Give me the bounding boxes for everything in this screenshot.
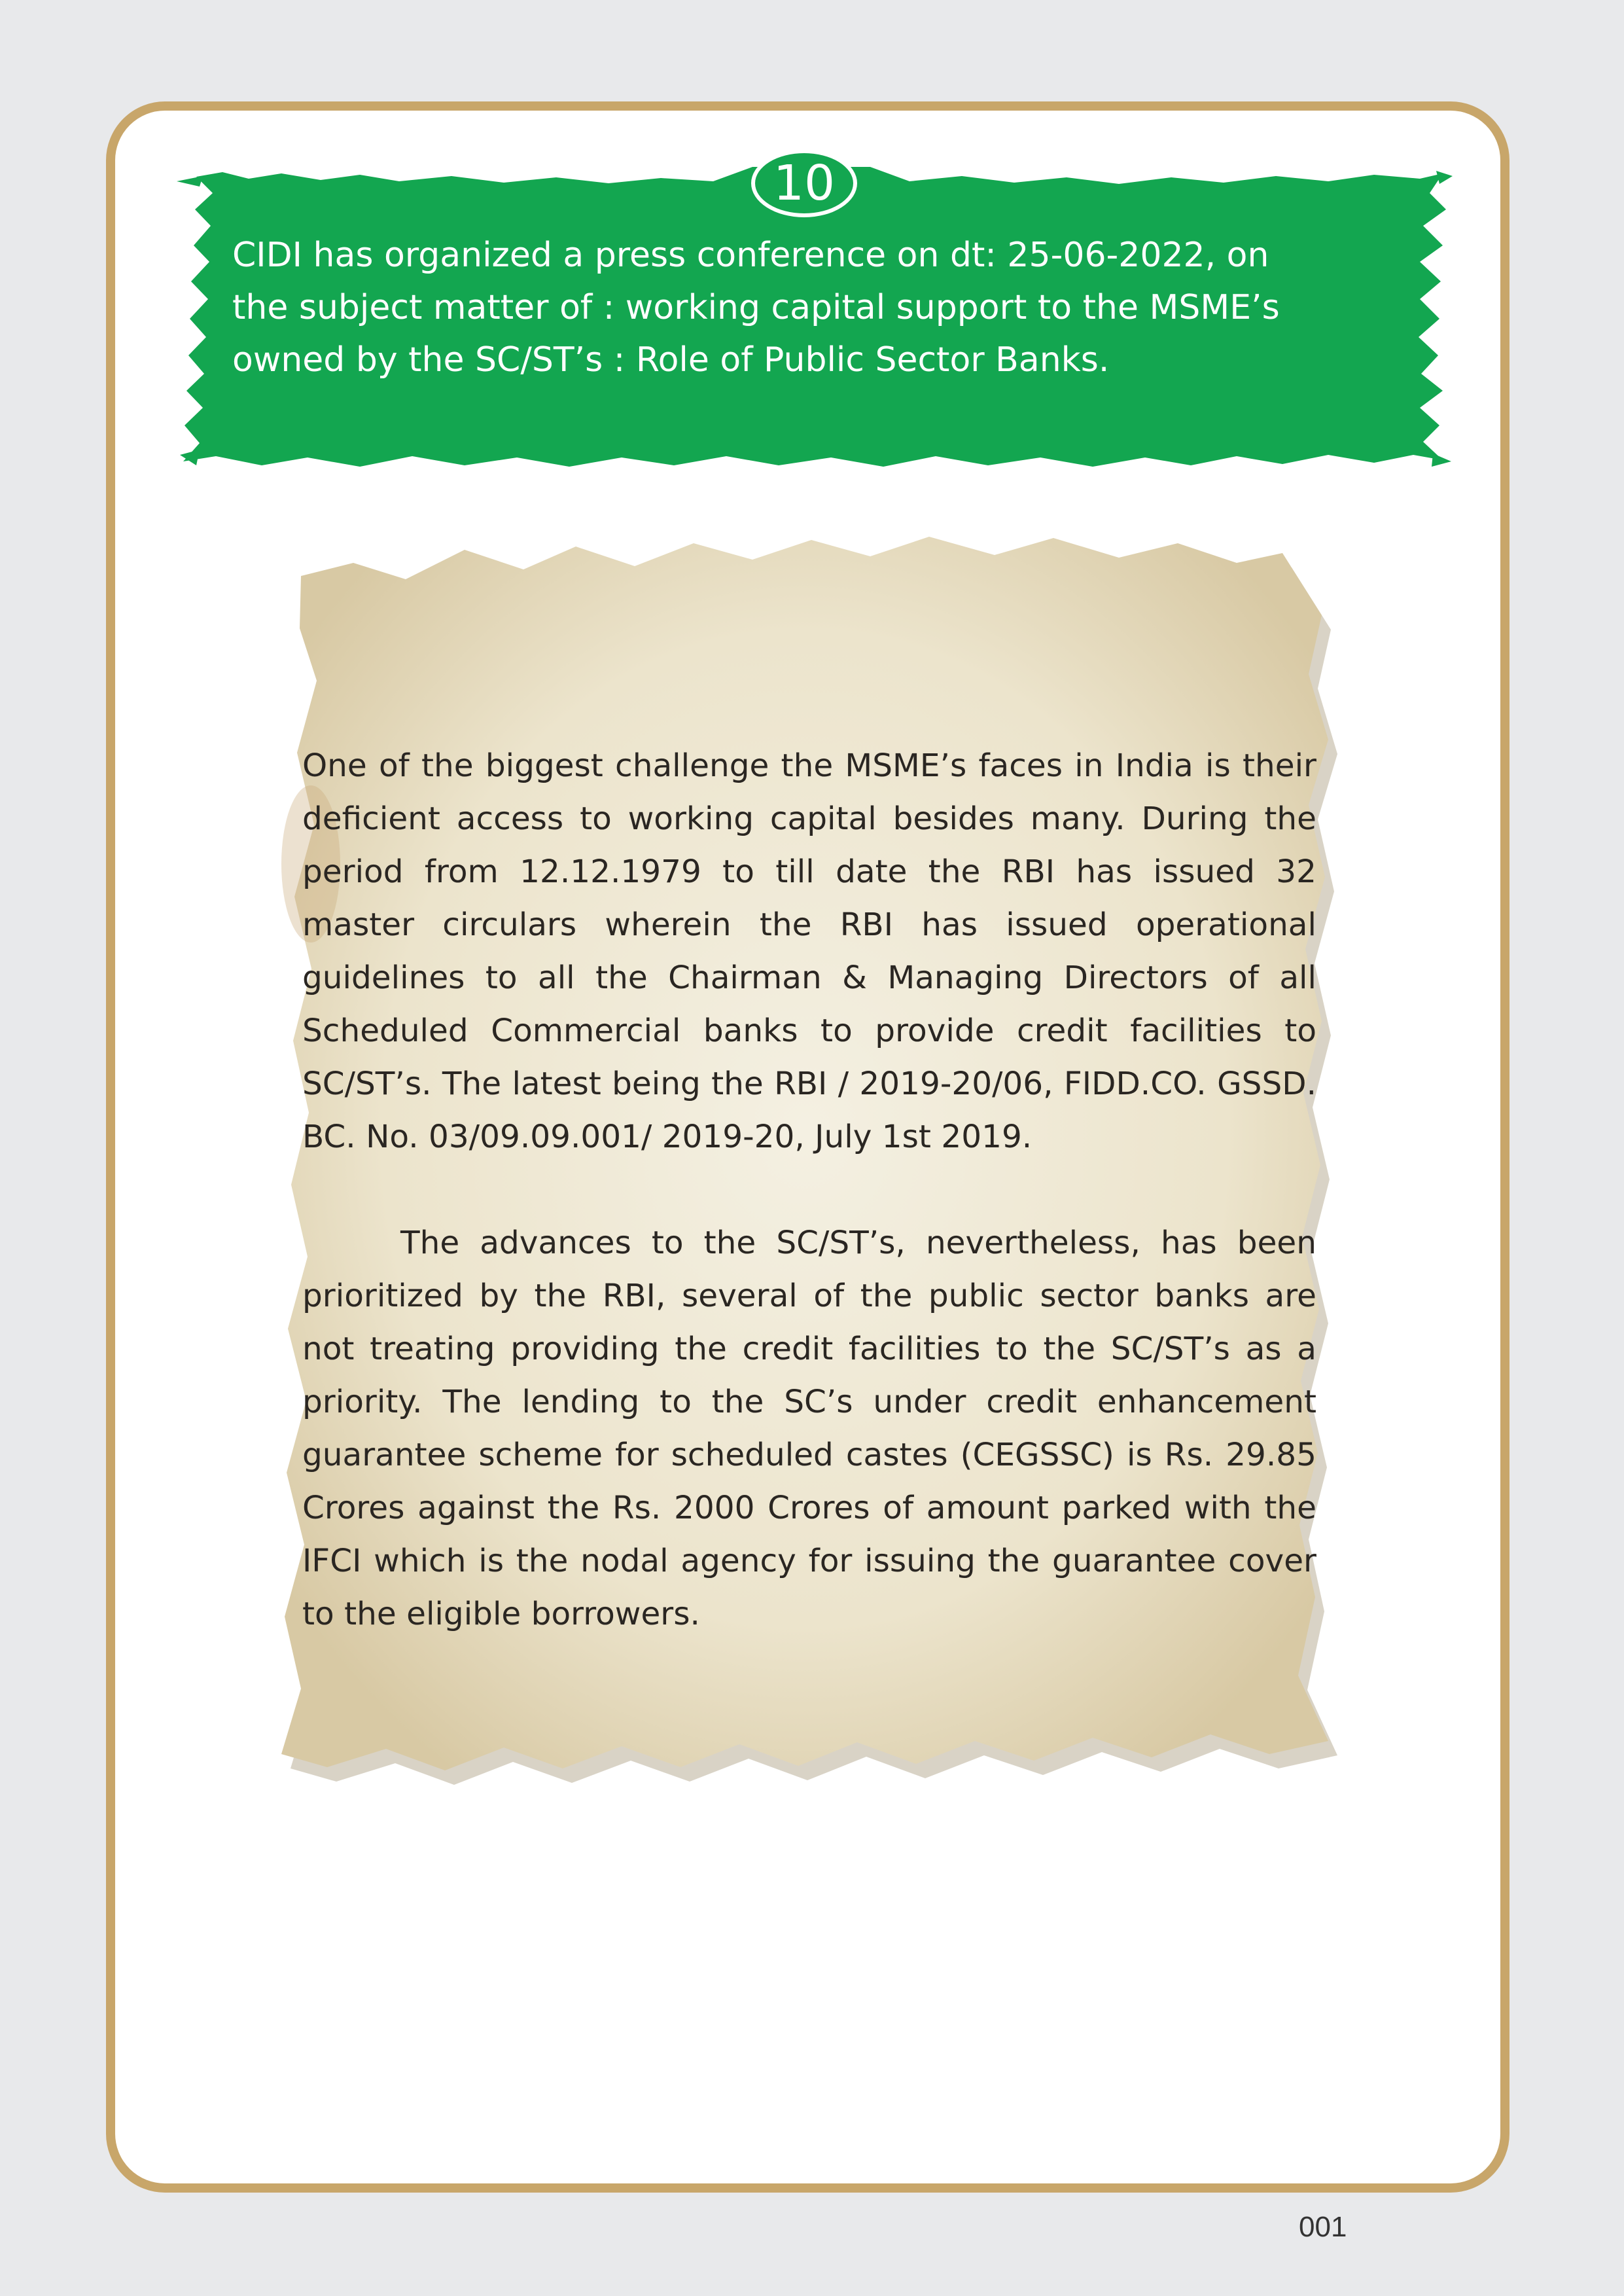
banner-line-3: owned by the SC/ST’s : Role of Public Sector Banks. [232, 340, 1110, 380]
banner-line-2: the subject matter of : working capital support to the MSME’s [232, 288, 1280, 327]
paragraph-2: The advances to the SC/ST’s, nevertheless, has been prioritized by the RBI, several of the public sector banks are not treating providing the credit facilities to the SC/ST’s as a priority. The lending to the SC’s under credit enhancement guarantee scheme for scheduled castes (CEGSSC) is Rs. 29.85 Crores against the Rs. 2000 Crores of amount parked with the IFCI which is the nodal agency for issuing the guarantee cover to the eligible borrowers. [302, 1225, 1316, 1632]
page-number: 001 [1299, 2211, 1347, 2243]
paragraph-1: One of the biggest challenge the MSME’s faces in India is their deficient access to working capital besides many. During the period from 12.12.1979 to till date the RBI has issued 32 master circulars wherein the RBI has issued operational guidelines to all the Chairman & Managing Directors of all Scheduled Commercial banks to provide credit facilities to SC/ST’s. The latest being the RBI / 2019-20/06, FIDD.CO. GSSD. BC. No. 03/09.09.001/ 2019-20, July 1st 2019. [302, 747, 1316, 1155]
paragraph-gap [302, 1164, 1316, 1217]
banner-headline [232, 229, 1417, 386]
section-number-badge: 10 [751, 149, 857, 217]
article-body [302, 740, 1316, 1641]
banner-line-1: CIDI has organized a press conference on dt: 25-06-2022, on [232, 236, 1269, 275]
